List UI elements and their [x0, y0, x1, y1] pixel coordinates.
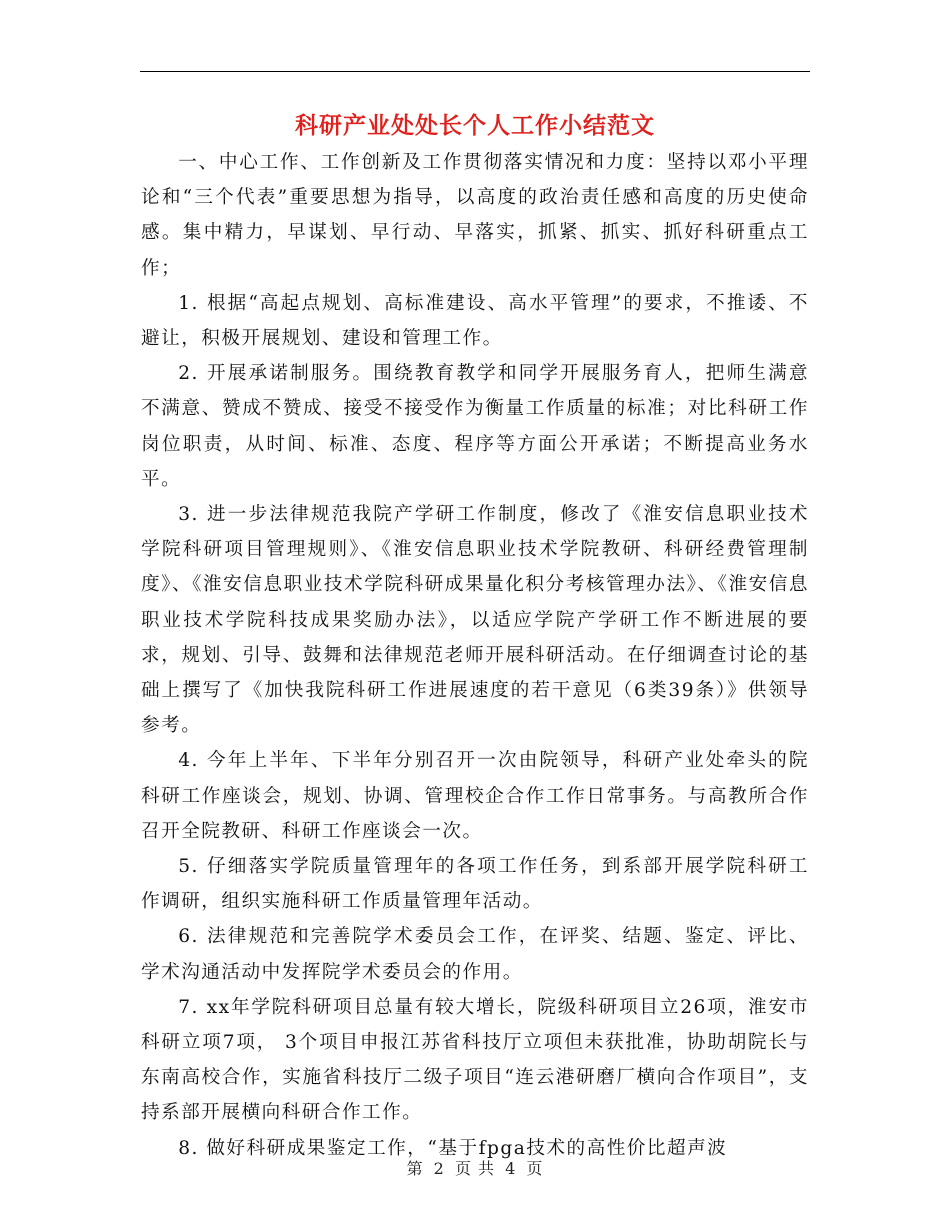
- paragraph-item-3: 3. 进一步法律规范我院产学研工作制度，修改了《淮安信息职业技术学院科研项目管理规则》、《淮安信息职业技术学院教研、科研经费管理制度》、《淮安信息职业技术学院科研成果量化积分考核管理办法》、《淮安信息职业技术学院科技成果奖励办法》，以适应学院产学研工作不断进展的要求，规划、引导、鼓舞和法律规范老师开展科研活动。在仔细调查讨论的基础上撰写了《加快我院科研工作进展速度的若干意见（6类39条）》供领导参考。: [141, 504, 809, 737]
- footer-suffix: 页: [526, 1159, 544, 1178]
- paragraph-item-1: 1. 根据“高起点规划、高标准建设、高水平管理”的要求，不推诿、不避让，积极开展规划、建设和管理工作。: [141, 292, 809, 350]
- paragraph-item-2: 2. 开展承诺制服务。围绕教育教学和同学开展服务育人，把师生满意不满意、赞成不赞成、接受不接受作为衡量工作质量的标准；对比科研工作岗位职责，从时间、标准、态度、程序等方面公开承诺；不断提高业务水平。: [141, 363, 809, 490]
- paragraph-item-7: 7. xx年学院科研项目总量有较大增长，院级科研项目立26项，淮安市科研立项7项， 3个项目申报江苏省科技厅立项但未获批准，协助胡院长与东南高校合作，实施省科技厅二级子项目“连云港研磨厂横向合作项目”，支持系部开展横向科研合作工作。: [141, 996, 809, 1124]
- footer-page-number: 2: [433, 1159, 445, 1178]
- paragraph-item-5: 5. 仔细落实学院质量管理年的各项工作任务，到系部开展学院科研工作调研，组织实施科研工作质量管理年活动。: [141, 856, 809, 913]
- paragraph-intro: 一、中心工作、工作创新及工作贯彻落实情况和力度：坚持以邓小平理论和“三个代表”重要思想为指导，以高度的政治责任感和高度的历史使命感。集中精力，早谋划、早行动、早落实，抓紧、抓实、抓好科研重点工作；: [141, 152, 809, 279]
- paragraph-item-8: 8. 做好科研成果鉴定工作，“基于fpga技术的高性价比超声波: [178, 1137, 728, 1159]
- footer-prefix: 第: [406, 1159, 424, 1178]
- paragraph-item-6: 6. 法律规范和完善院学术委员会工作，在评奖、结题、鉴定、评比、学术沟通活动中发挥院学术委员会的作用。: [141, 926, 809, 983]
- footer-middle: 页 共: [454, 1159, 496, 1178]
- document-title: 科研产业处处长个人工作小结范文: [295, 113, 655, 139]
- header-rule: [140, 71, 810, 72]
- paragraph-item-4: 4. 今年上半年、下半年分别召开一次由院领导，科研产业处牵头的院科研工作座谈会，规划、协调、管理校企合作工作日常事务。与高教所合作召开全院教研、科研工作座谈会一次。: [141, 750, 809, 842]
- document-body: [141, 145, 809, 1166]
- page-footer: [0, 1156, 950, 1179]
- footer-total-pages: 4: [505, 1159, 517, 1178]
